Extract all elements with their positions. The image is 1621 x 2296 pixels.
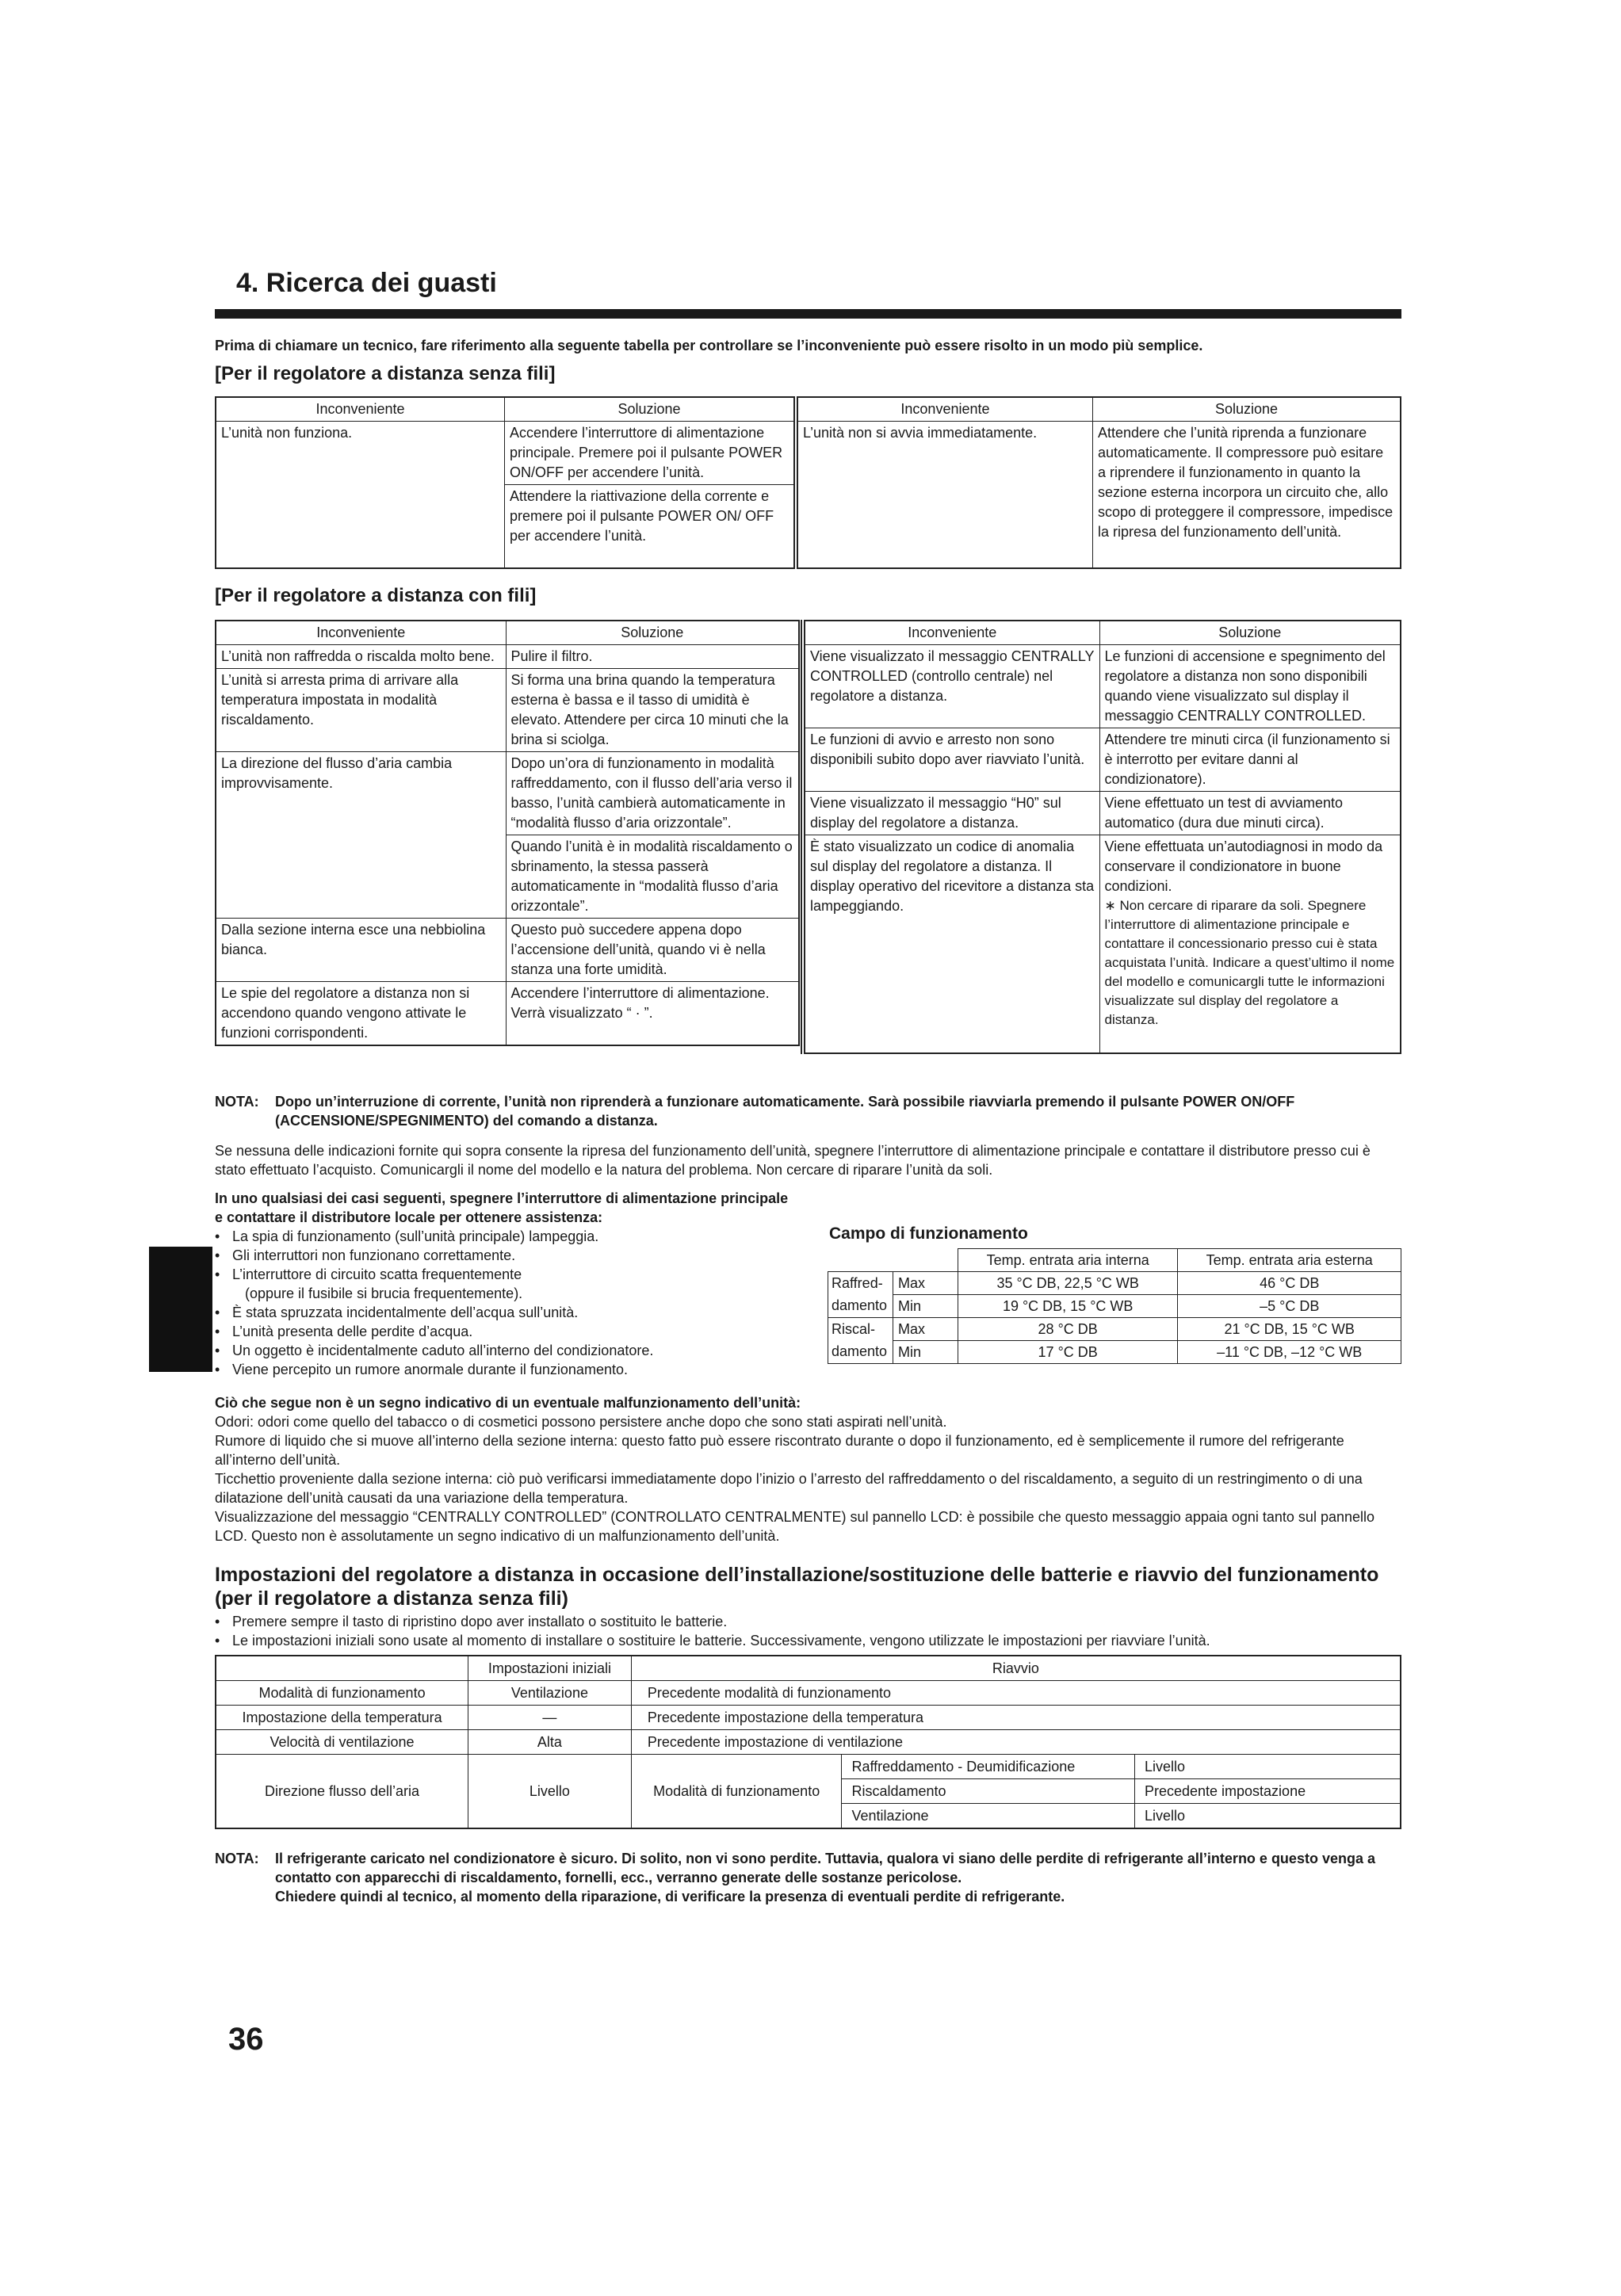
table-header-row bbox=[216, 397, 1401, 422]
table-header-row bbox=[803, 621, 1401, 645]
cell-value: –11 °C DB, –12 °C WB bbox=[1178, 1341, 1401, 1364]
cell-problem: La direzione del flusso d’aria cambia improvvisamente. bbox=[216, 752, 506, 919]
table-row bbox=[216, 752, 799, 919]
table-row bbox=[216, 1706, 1401, 1730]
row-name: Direzione flusso dell’aria bbox=[216, 1755, 468, 1829]
cell-value: –5 °C DB bbox=[1178, 1295, 1401, 1318]
cell-value: 28 °C DB bbox=[958, 1318, 1178, 1341]
cell-initial: — bbox=[468, 1706, 632, 1730]
row-min: Min bbox=[893, 1341, 958, 1364]
row-max: Max bbox=[893, 1272, 958, 1295]
cell-solution: Viene effettuato un test di avviamento automatico (dura due minuti circa). bbox=[1099, 792, 1401, 835]
nota-text: Il refrigerante caricato nel condizionatore è sicuro. Di solito, non vi sono perdite. Tuttavia, qualora vi siano delle perdite di refrigerante all’interno e questo venga a contatto con apparecchi di riscaldamento, fornelli, ecc., verranno generate delle sostanze pericolose. bbox=[275, 1851, 1375, 1885]
table-row bbox=[216, 982, 799, 1046]
cell-mode: Riscaldamento bbox=[842, 1779, 1134, 1804]
nota-text-block bbox=[275, 1849, 1401, 1906]
cell-value: Precedente impostazione bbox=[1134, 1779, 1401, 1804]
table-row bbox=[216, 645, 799, 669]
cell-problem: È stato visualizzato un codice di anomalia sul display del regolatore a distanza. Il display operativo del ricevitore a distanza sta lampeggiando. bbox=[803, 835, 1099, 1054]
cell-solution: Pulire il filtro. bbox=[506, 645, 799, 669]
table-row bbox=[216, 669, 799, 752]
row-name: Modalità di funzionamento bbox=[216, 1681, 468, 1706]
solution-b: Attendere la riattivazione della corrente e premere poi il pulsante POWER ON/ OFF per accendere l’unità. bbox=[509, 488, 774, 544]
cell-problem: L’unità non funziona. bbox=[216, 422, 504, 569]
row-label-cooling bbox=[828, 1272, 893, 1318]
col-header-solution-2: Soluzione bbox=[1092, 397, 1401, 422]
row-name: Velocità di ventilazione bbox=[216, 1730, 468, 1755]
cell-value: 21 °C DB, 15 °C WB bbox=[1178, 1318, 1401, 1341]
cell-solution: Accendere l’interruttore di alimentazione. Verrà visualizzato “ · ”. bbox=[506, 982, 799, 1046]
nota-1 bbox=[215, 1092, 1401, 1132]
cell-value: 19 °C DB, 15 °C WB bbox=[958, 1295, 1178, 1318]
col-header-problem: Inconveniente bbox=[216, 621, 506, 645]
table-row bbox=[803, 792, 1401, 835]
page-number: 36 bbox=[228, 2022, 264, 2057]
wireless-table bbox=[215, 396, 1401, 569]
cell-problem: L’unità non raffredda o riscalda molto bene. bbox=[216, 645, 506, 669]
cell-problem: L’unità si arresta prima di arrivare alla temperatura impostata in modalità riscaldamento. bbox=[216, 669, 506, 752]
settings-heading-line-1: Impostazioni del regolatore a distanza in occasione dell’installazione/sostituzione delle batterie e riavvio del funzionamento bbox=[215, 1564, 1379, 1586]
not-malfunction-title: Ciò che segue non è un segno indicativo di un eventuale malfunzionamento dell’unità: bbox=[215, 1395, 801, 1411]
label-part-2: damento bbox=[832, 1297, 888, 1313]
list-item: • È stata spruzzata incidentalmente dell’acqua sull’unità. bbox=[215, 1303, 801, 1322]
cell-value: 17 °C DB bbox=[958, 1341, 1178, 1364]
settings-heading-line-2: (per il regolatore a distanza senza fili) bbox=[215, 1587, 568, 1610]
nota-label: NOTA: bbox=[215, 1851, 259, 1866]
table-header-row bbox=[216, 1656, 1401, 1681]
list-item: • Viene percepito un rumore anormale durante il funzionamento. bbox=[215, 1360, 801, 1379]
table-header-row bbox=[828, 1249, 1401, 1272]
nota-2 bbox=[215, 1849, 1401, 1908]
col-header-solution-2: Soluzione bbox=[1099, 621, 1401, 645]
cell-problem: Dalla sezione interna esce una nebbiolina bianca. bbox=[216, 919, 506, 982]
solution-b: Quando l’unità è in modalità riscaldamento o sbrinamento, la stessa passerà automaticamente in “modalità flusso d’aria orizzontale”. bbox=[510, 839, 793, 914]
cell-solution bbox=[1099, 835, 1401, 1054]
table-row bbox=[216, 1681, 1401, 1706]
cell-restart: Precedente impostazione di ventilazione bbox=[631, 1730, 1401, 1755]
table-row bbox=[803, 728, 1401, 792]
col-header-problem: Inconveniente bbox=[216, 397, 504, 422]
cell-value: 35 °C DB, 22,5 °C WB bbox=[958, 1272, 1178, 1295]
list-item: • Gli interruttori non funzionano correttamente. bbox=[215, 1246, 801, 1265]
table-row bbox=[216, 1730, 1401, 1755]
label-part-1: Raffred- bbox=[832, 1275, 883, 1291]
table-row bbox=[828, 1341, 1401, 1364]
row-name: Impostazione della temperatura bbox=[216, 1706, 468, 1730]
title-rule bbox=[215, 309, 1401, 319]
wired-heading: [Per il regolatore a distanza con fili] bbox=[215, 585, 537, 606]
label-part-1: Riscal- bbox=[832, 1321, 876, 1337]
cell-value: Livello bbox=[1134, 1755, 1401, 1779]
col-header-restart: Riavvio bbox=[631, 1656, 1401, 1681]
cases-title-2: e contattare il distributore locale per ottenere assistenza: bbox=[215, 1209, 603, 1225]
col-header-outdoor: Temp. entrata aria esterna bbox=[1178, 1249, 1401, 1272]
section-tab-marker bbox=[149, 1247, 212, 1372]
table-row bbox=[216, 422, 1401, 569]
list-item-text: L’interruttore di circuito scatta frequentemente bbox=[232, 1266, 522, 1282]
cases-title-1: In uno qualsiasi dei casi seguenti, spegnere l’interruttore di alimentazione principale bbox=[215, 1190, 789, 1206]
cell-solution: Questo può succedere appena dopo l’accensione dell’unità, quando vi è nella stanza una forte umidità. bbox=[506, 919, 799, 982]
paragraph-centrally-controlled: Visualizzazione del messaggio “CENTRALLY CONTROLLED” (CONTROLLATO CENTRALMENTE) sul pannello LCD: è possibile che questo messaggio appaia ogni tanto sul pannello LCD. Questo non è assolutamente un segno indicativo di un malfunzionamento dell’unità. bbox=[215, 1509, 1375, 1544]
table-row bbox=[803, 645, 1401, 728]
row-max: Max bbox=[893, 1318, 958, 1341]
col-header-solution: Soluzione bbox=[506, 621, 799, 645]
table-row bbox=[828, 1295, 1401, 1318]
col-header-initial: Impostazioni iniziali bbox=[468, 1656, 632, 1681]
solution-note: ∗ Non cercare di riparare da soli. Spegnere l’interruttore di alimentazione principale e contattare il concessionario presso cui è stata acquistata l’unità. Indicare a quest’ultimo il nome del modello e comunicargli tutte le informazioni visualizzate sul display del regolatore a distanza. bbox=[1104, 898, 1395, 1027]
contact-paragraph: Se nessuna delle indicazioni fornite qui sopra consente la ripresa del funzionamento dell’unità, spegnere l’interruttore di alimentazione principale e contattare il distributore presso cui è stato effettuato l’acquisto. Comunicargli il nome del modello e la natura del problema. Non cercare di riparare l’unità da soli. bbox=[215, 1143, 1371, 1178]
solution-a: Dopo un’ora di funzionamento in modalità raffreddamento, con il flusso dell’aria verso il basso, l’unità cambierà automaticamente in “modalità flusso d’aria orizzontale”. bbox=[507, 752, 798, 835]
cell-restart: Precedente impostazione della temperatura bbox=[631, 1706, 1401, 1730]
table-row bbox=[828, 1272, 1401, 1295]
settings-bullets bbox=[215, 1612, 1401, 1650]
assistance-cases bbox=[215, 1189, 801, 1379]
nota-label: NOTA: bbox=[215, 1094, 259, 1110]
cell-value: Livello bbox=[1134, 1804, 1401, 1829]
campo-title: Campo di funzionamento bbox=[829, 1224, 1028, 1243]
section-title: 4. Ricerca dei guasti bbox=[236, 268, 497, 298]
col-header-problem-2: Inconveniente bbox=[796, 397, 1093, 422]
list-item: • Un oggetto è incidentalmente caduto all’interno del condizionatore. bbox=[215, 1341, 801, 1360]
cell-initial: Alta bbox=[468, 1730, 632, 1755]
list-item bbox=[215, 1265, 801, 1303]
cell-problem-2: L’unità non si avvia immediatamente. bbox=[796, 422, 1093, 569]
table-row bbox=[216, 1755, 1401, 1779]
cell-restart: Precedente modalità di funzionamento bbox=[631, 1681, 1401, 1706]
cell-value: 46 °C DB bbox=[1178, 1272, 1401, 1295]
list-item: • L’unità presenta delle perdite d’acqua. bbox=[215, 1322, 801, 1341]
col-header-problem-2: Inconveniente bbox=[803, 621, 1099, 645]
paragraph-ticking: Ticchettio proveniente dalla sezione interna: ciò può verificarsi immediatamente dopo l’inizio o l’arresto del raffreddamento o del riscaldamento, a seguito di un restringimento o di una dilatazione dell’unità causati da una variazione della temperatura. bbox=[215, 1471, 1363, 1506]
cell-mode: Raffreddamento - Deumidificazione bbox=[842, 1755, 1134, 1779]
label-part-2: damento bbox=[832, 1343, 888, 1359]
list-item: • La spia di funzionamento (sull’unità principale) lampeggia. bbox=[215, 1227, 801, 1246]
solution-text: Viene effettuata un’autodiagnosi in modo da conservare il condizionatore in buone condizioni. bbox=[1104, 839, 1383, 894]
not-malfunction-section bbox=[215, 1393, 1401, 1545]
cell-initial: Ventilazione bbox=[468, 1681, 632, 1706]
cell-mode: Ventilazione bbox=[842, 1804, 1134, 1829]
wireless-heading: [Per il regolatore a distanza senza fili] bbox=[215, 363, 556, 384]
cell-solution-2: Attendere che l’unità riprenda a funzionare automaticamente. Il compressore può esitare a riprendere il funzionamento in quanto la sezione esterna incorpora un circuito che, allo scopo di proteggere il compressore, impedisce la ripresa del funzionamento dell’unità. bbox=[1092, 422, 1401, 569]
intro-text: Prima di chiamare un tecnico, fare riferimento alla seguente tabella per controllare se l’inconveniente può essere risolto in un modo più semplice. bbox=[215, 338, 1203, 353]
wired-table-left bbox=[215, 620, 800, 1046]
settings-table bbox=[215, 1655, 1401, 1829]
nota-text: Dopo un’interruzione di corrente, l’unità non riprenderà a funzionare automaticamente. Sarà possibile riavviarla premendo il pulsante POWER ON/OFF (ACCENSIONE/SPEGNIMENTO) del comando a distanza. bbox=[275, 1094, 1295, 1129]
cell-solution: Si forma una brina quando la temperatura esterna è bassa e il tasso di umidità è elevato. Attendere per circa 10 minuti che la brina si sciolga. bbox=[506, 669, 799, 752]
paragraph-odors: Odori: odori come quello del tabacco o di cosmetici possono persistere anche dopo che sono stati aspirati nell’unità. bbox=[215, 1414, 947, 1430]
row-label-heating bbox=[828, 1318, 893, 1364]
nota-text-2: Chiedere quindi al tecnico, al momento della riparazione, di verificare la presenza di eventuali perdite di refrigerante. bbox=[275, 1889, 1065, 1904]
cell-initial: Livello bbox=[468, 1755, 632, 1829]
paragraph-liquid-noise: Rumore di liquido che si muove all’interno della sezione interna: questo fatto può essere riscontrato durante o dopo il funzionamento, ed è semplicemente il rumore del refrigerante all’interno dell’unità. bbox=[215, 1433, 1344, 1468]
list-item-text-2: (oppure il fusibile si brucia frequentemente). bbox=[245, 1286, 523, 1301]
cell-mode-label: Modalità di funzionamento bbox=[631, 1755, 842, 1829]
col-header-solution: Soluzione bbox=[504, 397, 795, 422]
list-item: • Premere sempre il tasto di ripristino dopo aver installato o sostituito le batterie. bbox=[215, 1612, 1401, 1631]
settings-heading bbox=[215, 1563, 1401, 1610]
empty-corner bbox=[828, 1249, 958, 1272]
solution-a: Accendere l’interruttore di alimentazione principale. Premere poi il pulsante POWER ON/OFF per accendere l’unità. bbox=[505, 422, 793, 485]
cell-solution bbox=[504, 422, 795, 569]
table-row bbox=[828, 1318, 1401, 1341]
empty-corner bbox=[216, 1656, 468, 1681]
table-row bbox=[216, 919, 799, 982]
cell-problem: Le spie del regolatore a distanza non si accendono quando vengono attivate le funzioni corrispondenti. bbox=[216, 982, 506, 1046]
campo-table bbox=[828, 1248, 1401, 1364]
cell-problem: Le funzioni di avvio e arresto non sono disponibili subito dopo aver riavviato l’unità. bbox=[803, 728, 1099, 792]
cases-list bbox=[215, 1227, 801, 1379]
table-row bbox=[803, 835, 1401, 1054]
wired-table-right bbox=[801, 620, 1401, 1054]
row-min: Min bbox=[893, 1295, 958, 1318]
list-item: • Le impostazioni iniziali sono usate al momento di installare o sostituire le batterie. Successivamente, vengono utilizzate le impostazioni per riavviare l’unità. bbox=[215, 1631, 1401, 1650]
table-header-row bbox=[216, 621, 799, 645]
col-header-indoor: Temp. entrata aria interna bbox=[958, 1249, 1178, 1272]
cell-problem: Viene visualizzato il messaggio CENTRALLY CONTROLLED (controllo centrale) nel regolatore a distanza. bbox=[803, 645, 1099, 728]
cell-problem: Viene visualizzato il messaggio “H0” sul display del regolatore a distanza. bbox=[803, 792, 1099, 835]
cell-solution: Attendere tre minuti circa (il funzionamento si è interrotto per evitare danni al condizionatore). bbox=[1099, 728, 1401, 792]
cell-solution bbox=[506, 752, 799, 919]
cell-solution: Le funzioni di accensione e spegnimento del regolatore a distanza non sono disponibili quando viene visualizzato sul display il messaggio CENTRALLY CONTROLLED. bbox=[1099, 645, 1401, 728]
